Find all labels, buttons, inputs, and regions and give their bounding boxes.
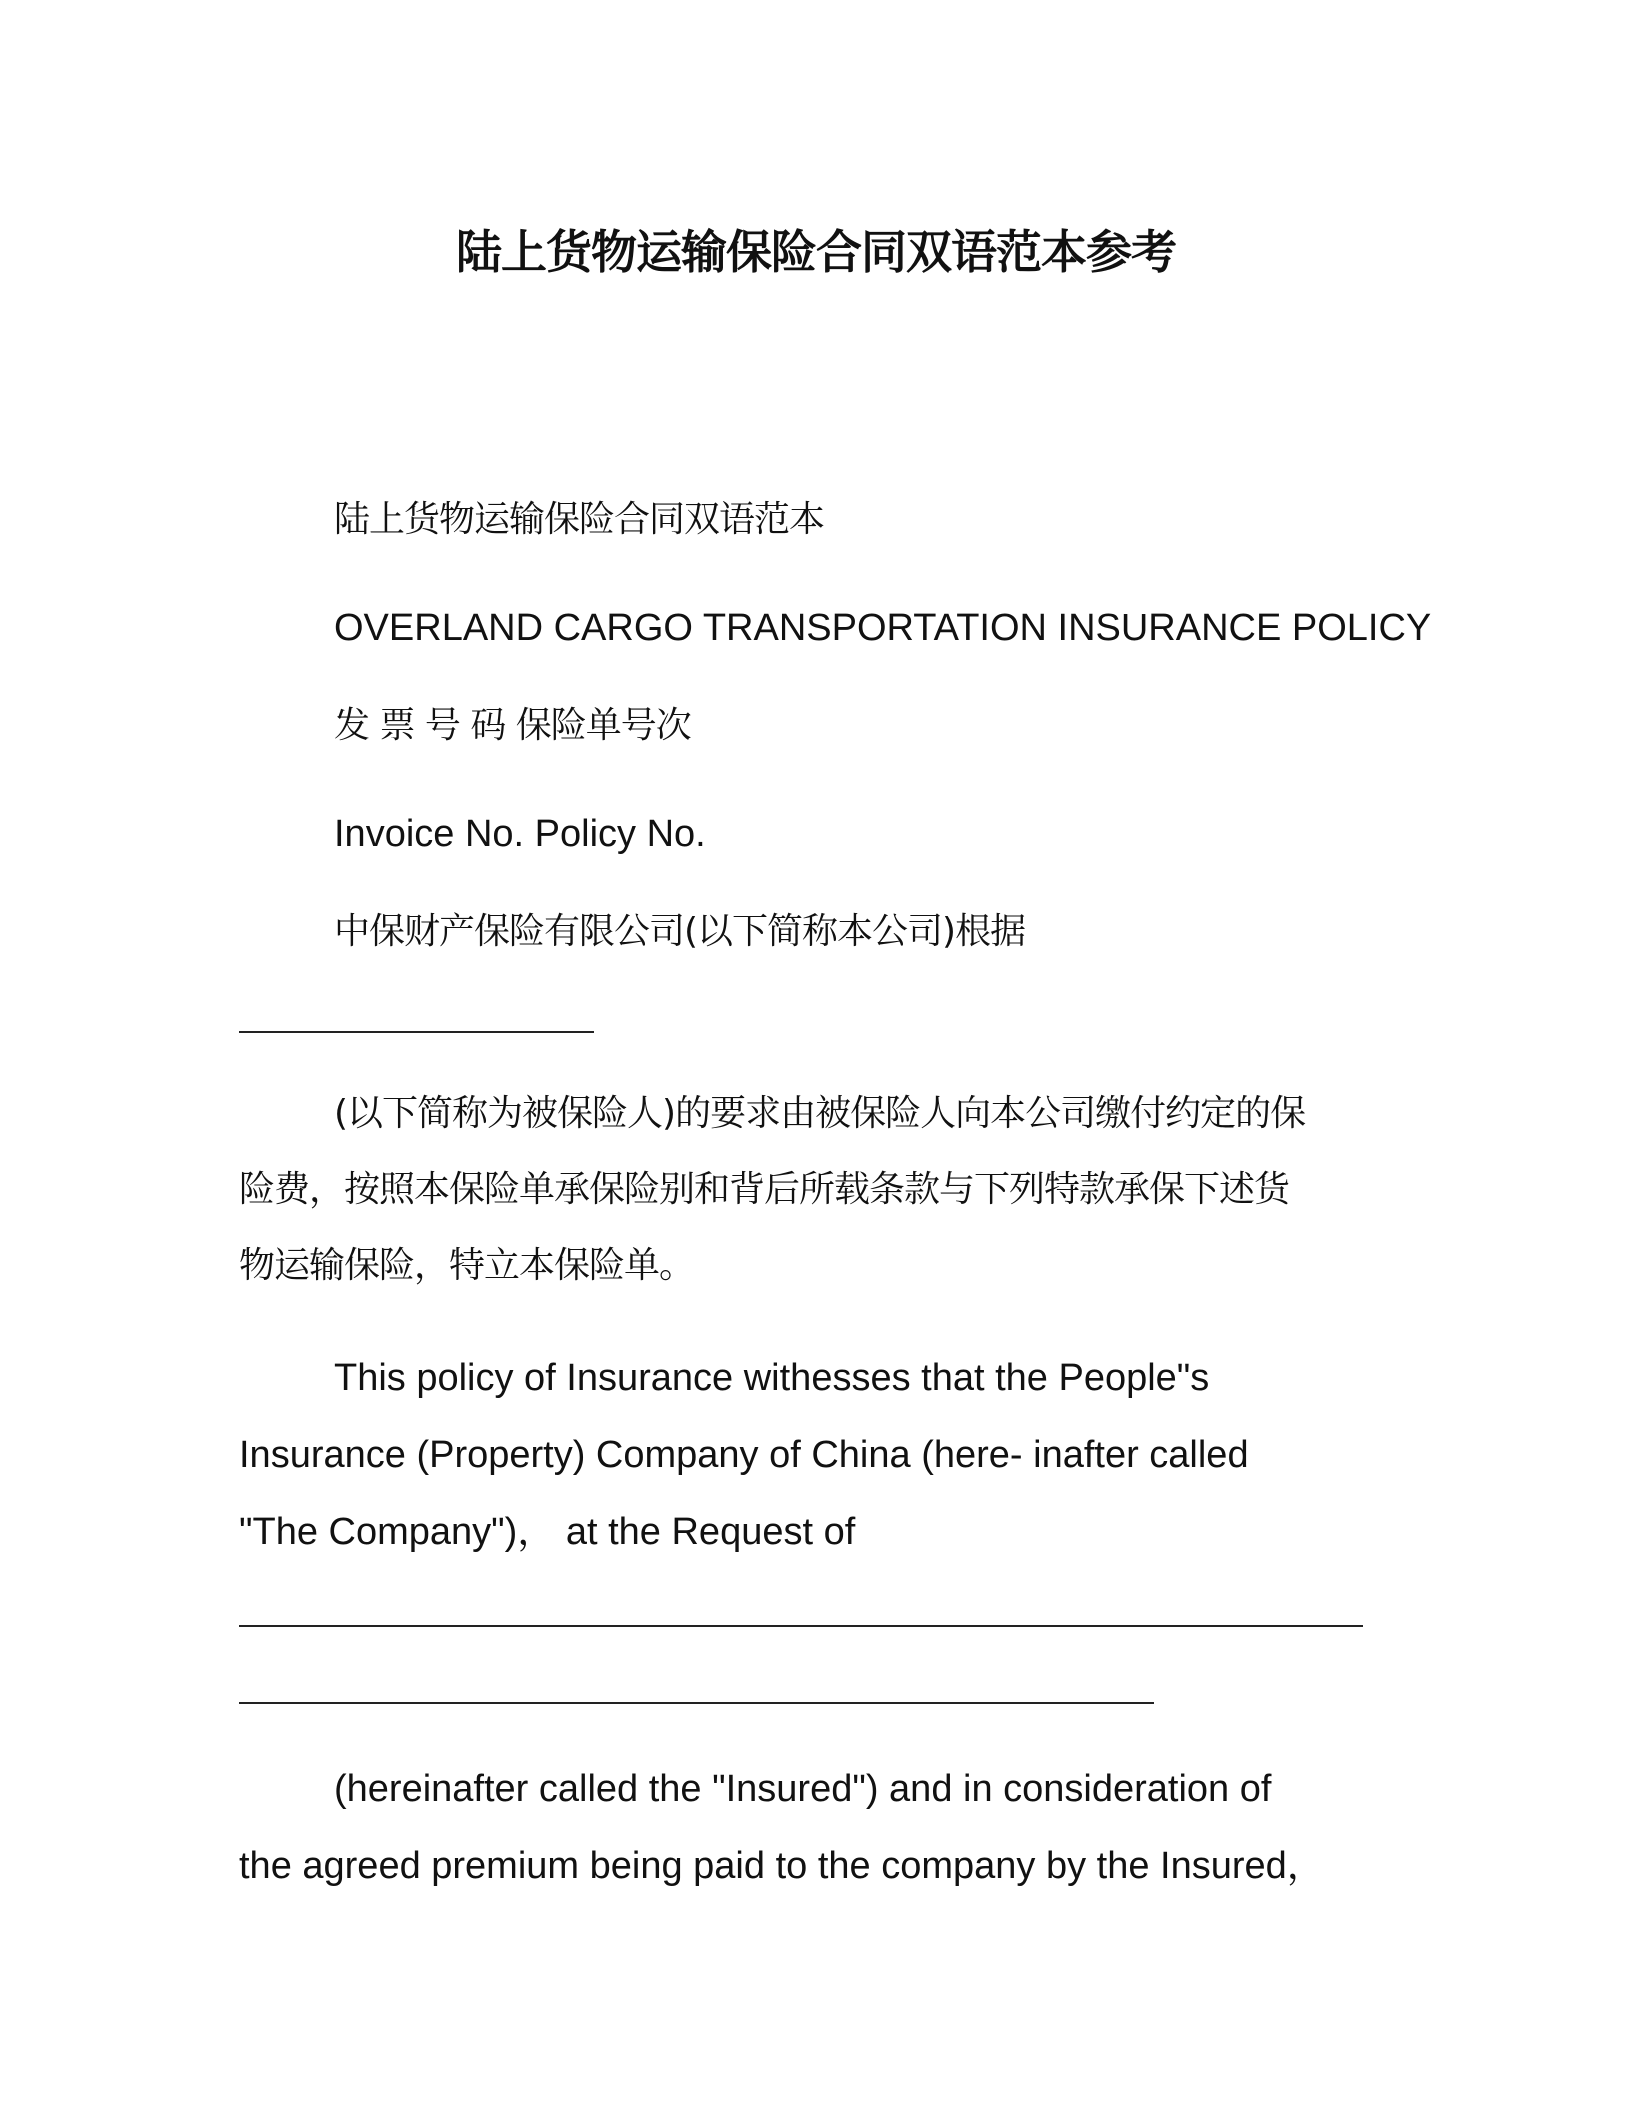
blank-line-request-1 (239, 1625, 1363, 1627)
document-title: 陆上货物运输保险合同双语范本参考 (456, 225, 1176, 279)
paragraph-english-1-line-3: "The Company")， at the Request of (239, 1511, 856, 1553)
subtitle-chinese: 陆上货物运输保险合同双语范本 (334, 499, 825, 540)
paragraph-chinese-line-1: (以下简称为被保险人)的要求由被保险人向本公司缴付约定的保 (334, 1093, 1306, 1134)
subtitle-english: OVERLAND CARGO TRANSPORTATION INSURANCE POLICY (334, 607, 1432, 649)
intro-chinese: 中保财产保险有限公司(以下简称本公司)根据 (334, 911, 1026, 952)
paragraph-chinese-line-3: 物运输保险，特立本保险单。 (239, 1245, 695, 1286)
blank-line-insured-name (239, 1031, 594, 1033)
blank-line-request-2 (239, 1702, 1154, 1704)
invoice-policy-label-english: Invoice No. Policy No. (334, 813, 706, 855)
invoice-policy-label-chinese: 发 票 号 码 保险单号次 (334, 705, 691, 746)
paragraph-english-1-line-1: This policy of Insurance withesses that the People"s (334, 1357, 1210, 1399)
paragraph-english-1-line-2: Insurance (Property) Company of China (here- inafter called (239, 1434, 1249, 1476)
paragraph-english-2-line-1: (hereinafter called the "Insured") and in consideration of (334, 1768, 1272, 1810)
paragraph-english-2-line-2: the agreed premium being paid to the company by the Insured， (239, 1845, 1325, 1887)
paragraph-chinese-line-2: 险费，按照本保险单承保险别和背后所载条款与下列特款承保下述货 (239, 1169, 1290, 1210)
